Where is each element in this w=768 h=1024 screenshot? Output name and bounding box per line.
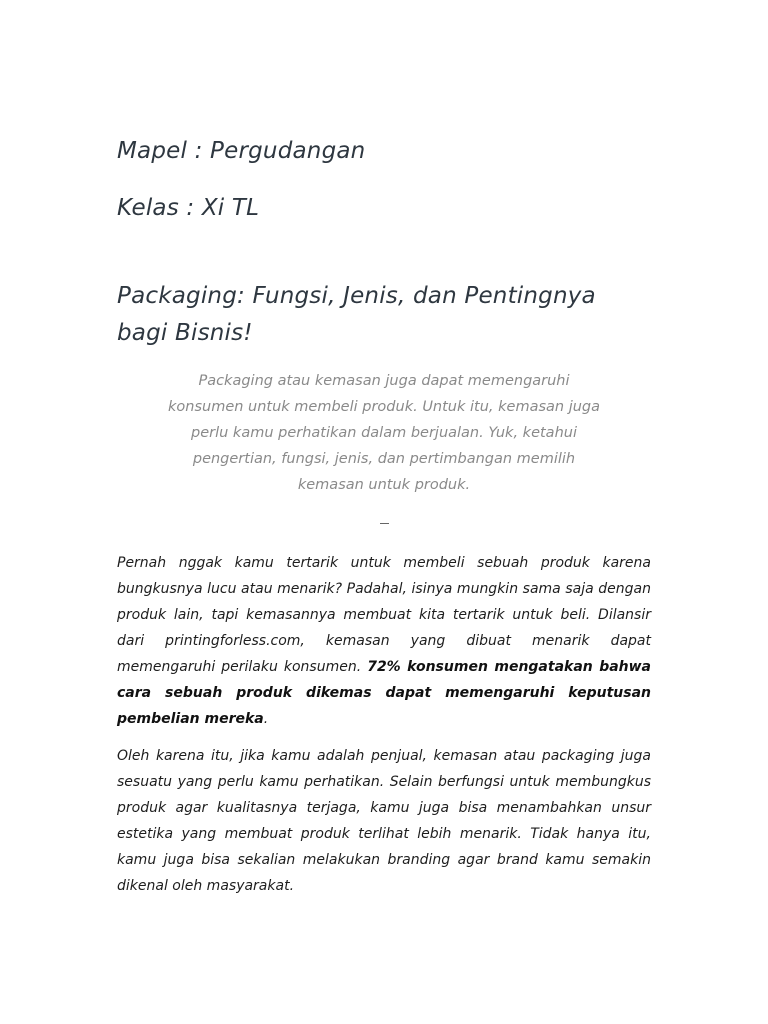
paragraph-1-text: Pernah nggak kamu tertarik untuk membeli sebuah produk karena bungkusnya lucu atau menarik? Padahal, isinya mungkin sama saja dengan produk lain, tapi kemasannya membuat kita tertarik untuk beli. Dilansir dari printingforless.com, kemasan yang dibuat menarik dapat memengaruhi perilaku konsumen. bbox=[117, 555, 651, 675]
article-intro: Packaging atau kemasan juga dapat memengaruhi konsumen untuk membeli produk. Untuk itu, kemasan juga perlu kamu perhatikan dalam berjualan. Yuk, ketahui pengertian, fungsi, jenis, dan pertimbangan memilih kemasan untuk produk. bbox=[168, 373, 600, 493]
class-heading: Kelas : Xi TL bbox=[117, 195, 260, 221]
body-paragraph-2: Oleh karena itu, jika kamu adalah penjual, kemasan atau packaging juga sesuatu yang perlu kamu perhatikan. Selain berfungsi untuk membungkus produk agar kualitasnya terjaga, kamu juga bisa menambahkan unsur estetika yang membuat produk terlihat lebih menarik. Tidak hanya itu, kamu juga bisa sekalian melakukan branding agar brand kamu semakin dikenal oleh masyarakat. bbox=[117, 748, 651, 894]
paragraph-1-end: . bbox=[263, 711, 269, 727]
article-title: Packaging: Fungsi, Jenis, dan Pentingnya bagi Bisnis! bbox=[117, 283, 596, 346]
body-paragraph-1 bbox=[117, 550, 651, 732]
paragraph-1-bold-text: 72% konsumen mengatakan bahwa cara sebuah produk dikemas dapat memengaruhi keputusan pembelian mereka bbox=[117, 659, 652, 727]
subject-heading: Mapel : Pergudangan bbox=[117, 138, 366, 164]
section-divider bbox=[380, 523, 389, 524]
